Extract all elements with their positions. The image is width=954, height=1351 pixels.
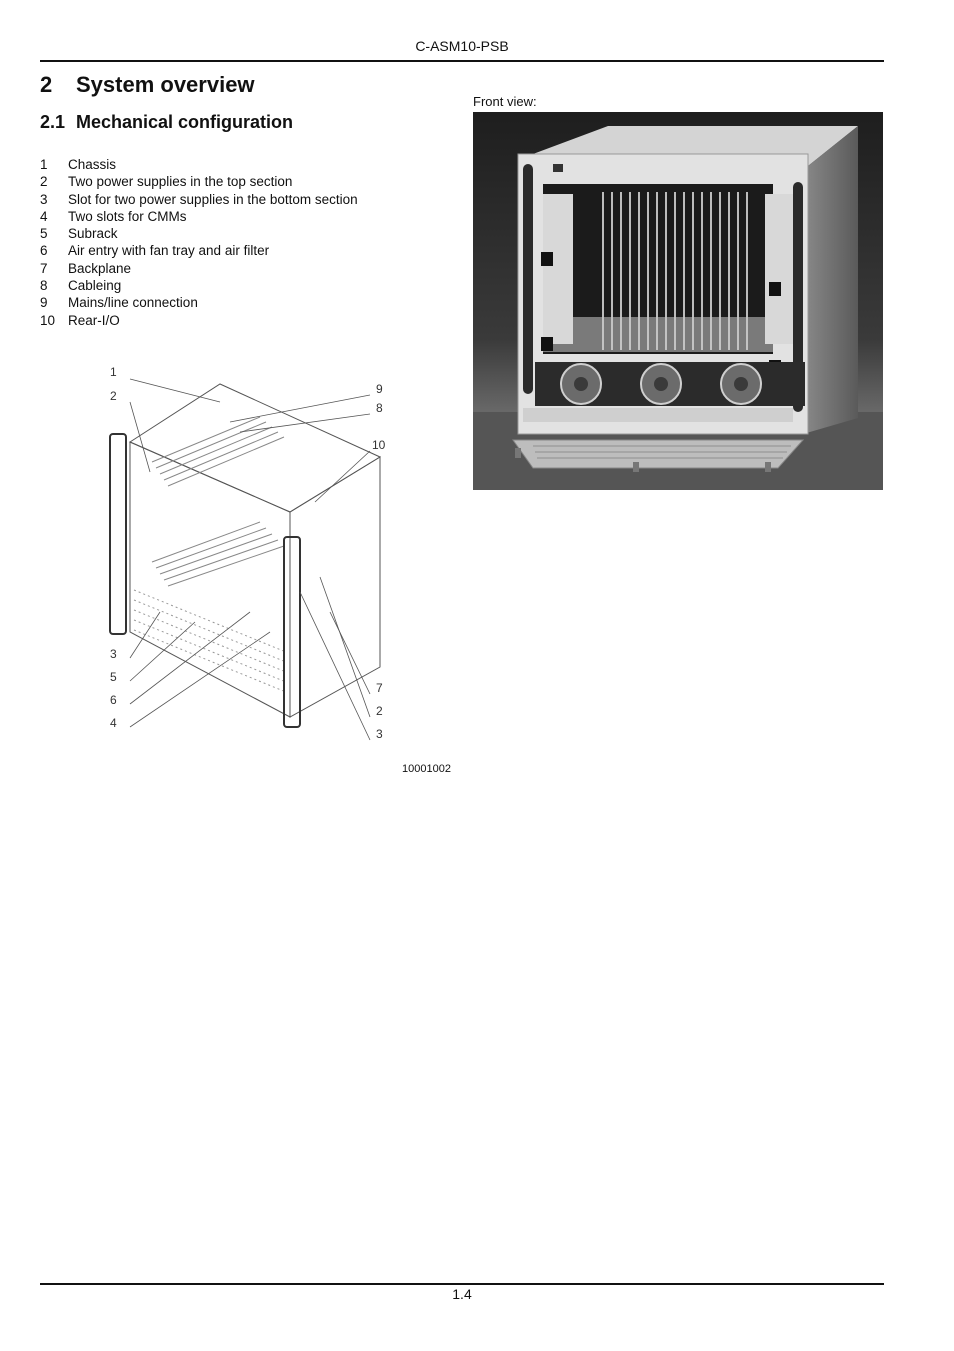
callout-label: 3	[110, 647, 117, 661]
callout-label: 6	[110, 693, 117, 707]
subsection-title: Mechanical configuration	[76, 112, 294, 132]
list-item	[40, 277, 358, 294]
page-number: 1.4	[452, 1286, 472, 1302]
front-view-caption: Front view:	[473, 94, 537, 109]
chassis-drawing	[100, 362, 400, 742]
list-item	[40, 242, 358, 259]
item-number: 8	[40, 278, 48, 294]
callout-label: 10	[372, 438, 386, 452]
item-label: Mains/line connection	[68, 295, 198, 311]
item-number: 10	[40, 312, 56, 328]
item-label: Subrack	[68, 226, 118, 242]
item-label: Air entry with fan tray and air filter	[68, 243, 270, 259]
item-number: 3	[40, 191, 48, 207]
subsection-number: 2.1	[40, 112, 66, 132]
list-item	[40, 156, 358, 173]
footer-rule	[40, 1283, 884, 1285]
list-item	[40, 173, 358, 190]
callout-label: 7	[376, 681, 383, 695]
item-number: 2	[40, 174, 48, 190]
item-number: 7	[40, 260, 48, 276]
item-label: Rear-I/O	[68, 312, 120, 328]
callout-label: 9	[376, 382, 383, 396]
item-number: 5	[40, 226, 48, 242]
item-number: 6	[40, 243, 48, 259]
figure-id: 10001002	[402, 763, 451, 775]
parts-list	[40, 156, 358, 329]
subsection-heading	[40, 112, 293, 133]
callout-label: 4	[110, 716, 117, 730]
item-label: Slot for two power supplies in the bottom section	[68, 191, 358, 207]
callout-label: 2	[376, 704, 383, 718]
callout-label: 5	[110, 670, 117, 684]
list-item	[40, 260, 358, 277]
list-item	[40, 312, 358, 329]
item-label: Chassis	[68, 157, 117, 172]
section-heading	[40, 72, 255, 98]
callout-label: 1	[110, 365, 117, 379]
item-number: 9	[40, 295, 48, 311]
running-header: C-ASM10-PSB	[415, 38, 509, 54]
callout-label: 8	[376, 401, 383, 415]
list-item	[40, 191, 358, 208]
item-label: Two slots for CMMs	[68, 208, 187, 224]
item-label: Cableing	[68, 278, 122, 294]
callout-label: 3	[376, 727, 383, 741]
item-number: 1	[40, 157, 48, 172]
item-label: Backplane	[68, 260, 132, 276]
section-number: 2	[40, 72, 53, 97]
list-item	[40, 225, 358, 242]
item-label: Two power supplies in the top section	[68, 174, 293, 190]
list-item	[40, 208, 358, 225]
section-title: System overview	[76, 72, 255, 97]
callout-label: 2	[110, 389, 117, 403]
header-rule	[40, 60, 884, 62]
item-number: 4	[40, 208, 48, 224]
front-view-photo	[473, 112, 883, 490]
list-item	[40, 294, 358, 311]
